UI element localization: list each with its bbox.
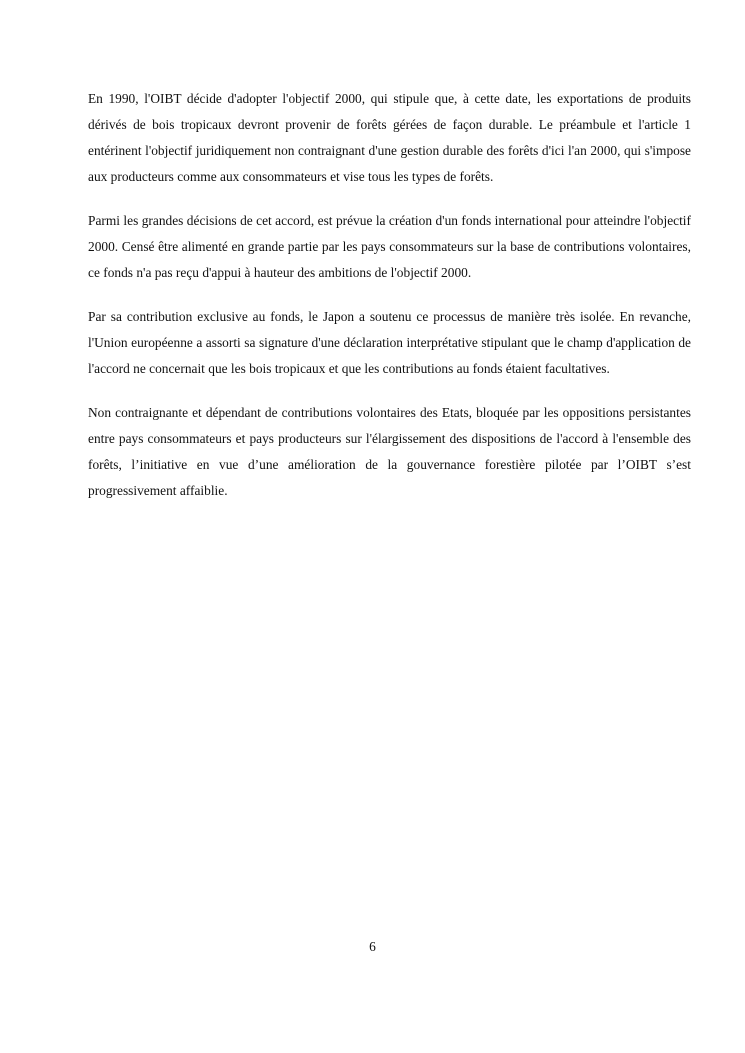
paragraph-fonds-international: Parmi les grandes décisions de cet accord, est prévue la création d'un fonds international pour atteindre l'objectif 2000. Censé être alimenté en grande partie par les pays consommateurs sur la base de contributions volontaires, ce fonds n'a pas reçu d'appui à hauteur des ambitions de l'objectif 2000. xyxy=(88,213,691,280)
paragraph-japon-union-europeenne: Par sa contribution exclusive au fonds, le Japon a soutenu ce processus de manière très isolée. En revanche, l'Union européenne a assorti sa signature d'une déclaration interprétative stipulant que le champ d'application de l'accord ne concernait que les bois tropicaux et que les contributions au fonds étaient facultatives. xyxy=(88,309,691,376)
page-number: 6 xyxy=(369,939,376,954)
paragraph-affaiblissement: Non contraignante et dépendant de contributions volontaires des Etats, bloquée par les oppositions persistantes entre pays consommateurs et pays producteurs sur l'élargissement des dispositions de l'accord à l'ensemble des forêts, l’initiative en vue d’une amélioration de la gouvernance forestière pilotée par l’OIBT s’est progressivement affaiblie. xyxy=(88,405,691,498)
paragraph-objectif-2000: En 1990, l'OIBT décide d'adopter l'objectif 2000, qui stipule que, à cette date, les exportations de produits dérivés de bois tropicaux devront provenir de forêts gérées de façon durable. Le préambule et l'article 1 entérinent l'objectif juridiquement non contraignant d'une gestion durable des forêts d'ici l'an 2000, qui s'impose aux producteurs comme aux consommateurs et vise tous les types de forêts. xyxy=(88,91,691,184)
body-text xyxy=(88,86,691,522)
